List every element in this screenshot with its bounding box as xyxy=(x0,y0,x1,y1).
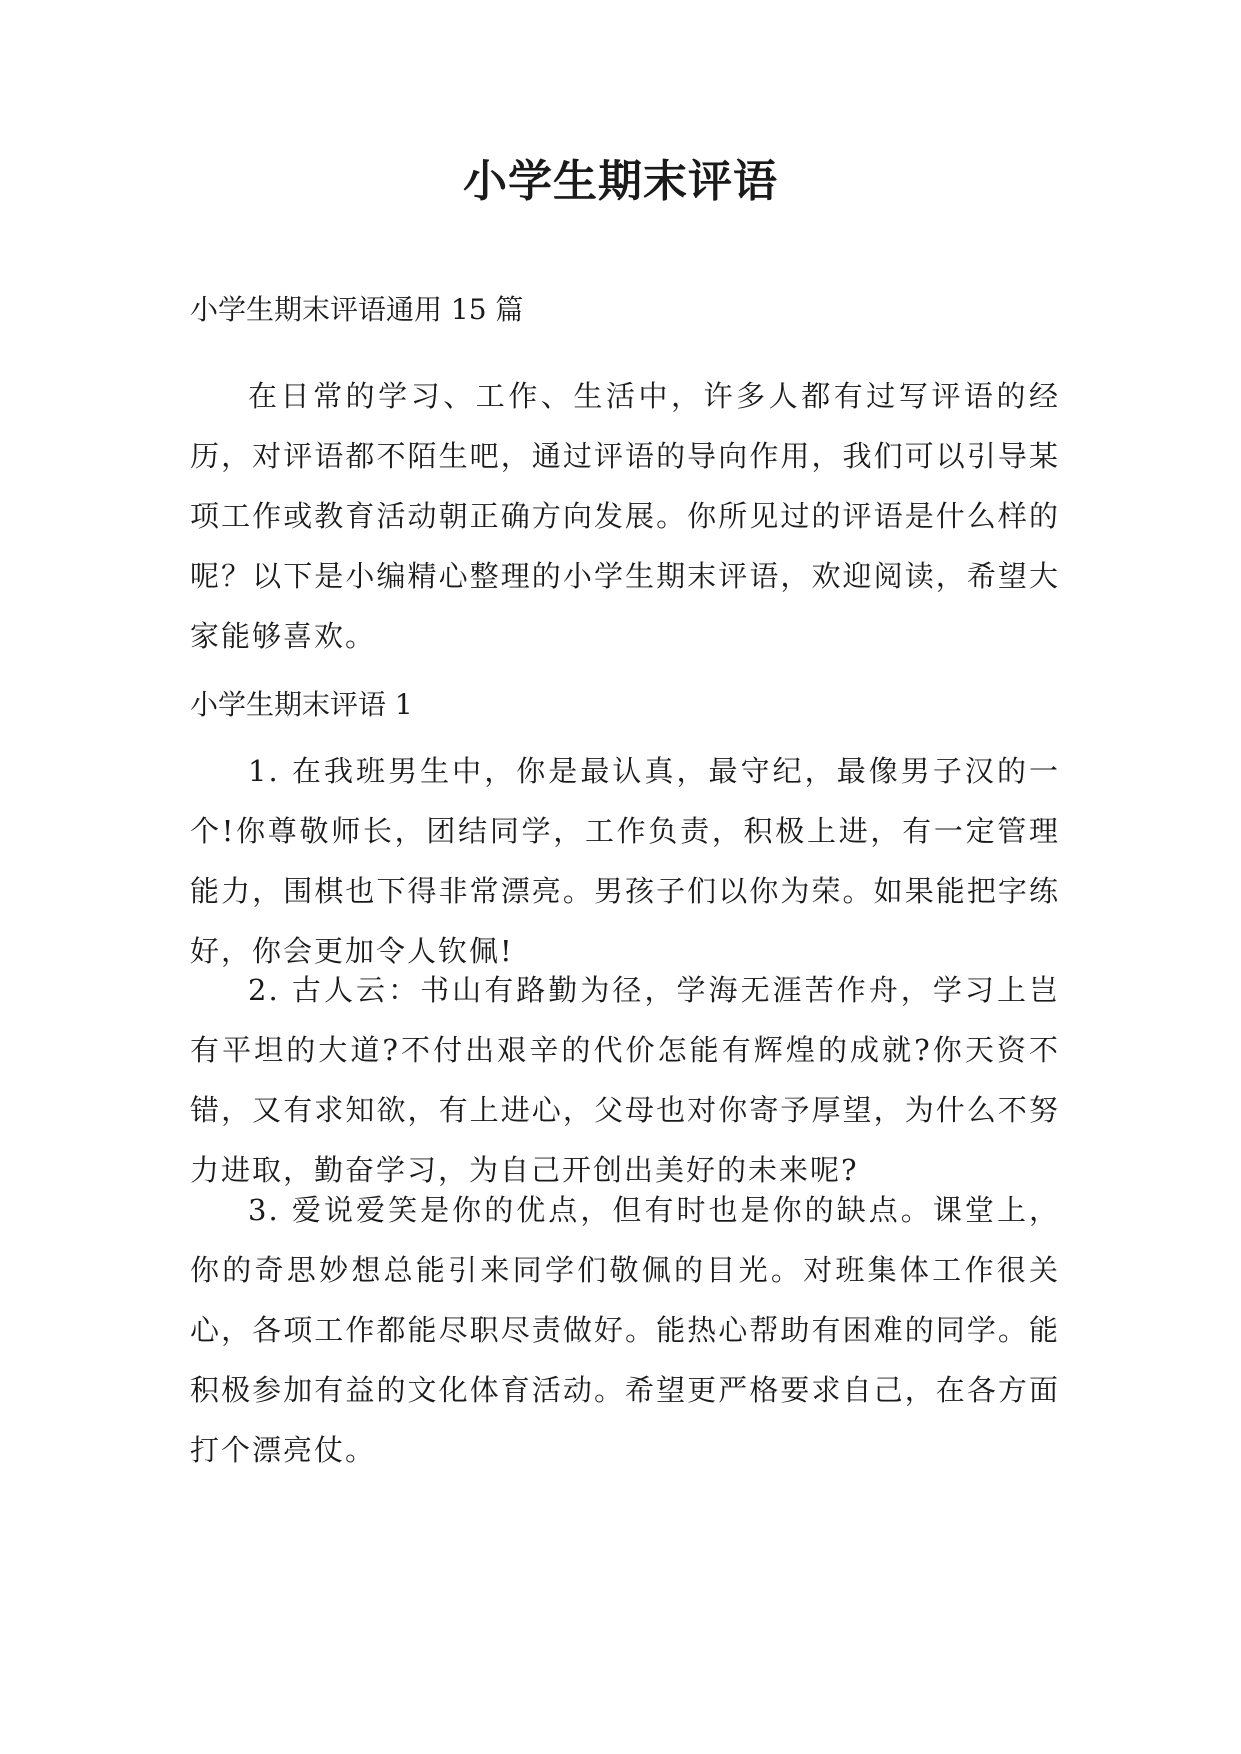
document-subtitle: 小学生期末评语通用 15 篇 xyxy=(190,293,524,326)
comment-item: 1. 在我班男生中，你是最认真，最守纪，最像男子汉的一个!你尊敬师长，团结同学，工作负责，积极上进，有一定管理能力，围棋也下得非常漂亮。男孩子们以你为荣。如果能把字练好，你会更加令人钦佩! xyxy=(190,754,1060,968)
comment-item: 2. 古人云：书山有路勤为径，学海无涯苦作舟，学习上岂有平坦的大道?不付出艰辛的代价怎能有辉煌的成就?你天资不错，又有求知欲，有上进心，父母也对你寄予厚望，为什么不努力进取，勤奋学习，为自己开创出美好的未来呢? xyxy=(190,973,1060,1187)
comment-item: 3. 爱说爱笑是你的优点，但有时也是你的缺点。课堂上，你的奇思妙想总能引来同学们敬佩的目光。对班集体工作很关心，各项工作都能尽职尽责做好。能热心帮助有困难的同学。能积极参加有益的文化体育活动。希望更严格要求自己，在各方面打个漂亮仗。 xyxy=(190,1193,1060,1467)
section-heading: 小学生期末评语 1 xyxy=(190,688,413,721)
intro-paragraph: 在日常的学习、工作、生活中，许多人都有过写评语的经历，对评语都不陌生吧，通过评语的导向作用，我们可以引导某项工作或教育活动朝正确方向发展。你所见过的评语是什么样的呢？以下是小编精心整理的小学生期末评语，欢迎阅读，希望大家能够喜欢。 xyxy=(190,379,1060,653)
page-title: 小学生期末评语 xyxy=(463,156,778,207)
